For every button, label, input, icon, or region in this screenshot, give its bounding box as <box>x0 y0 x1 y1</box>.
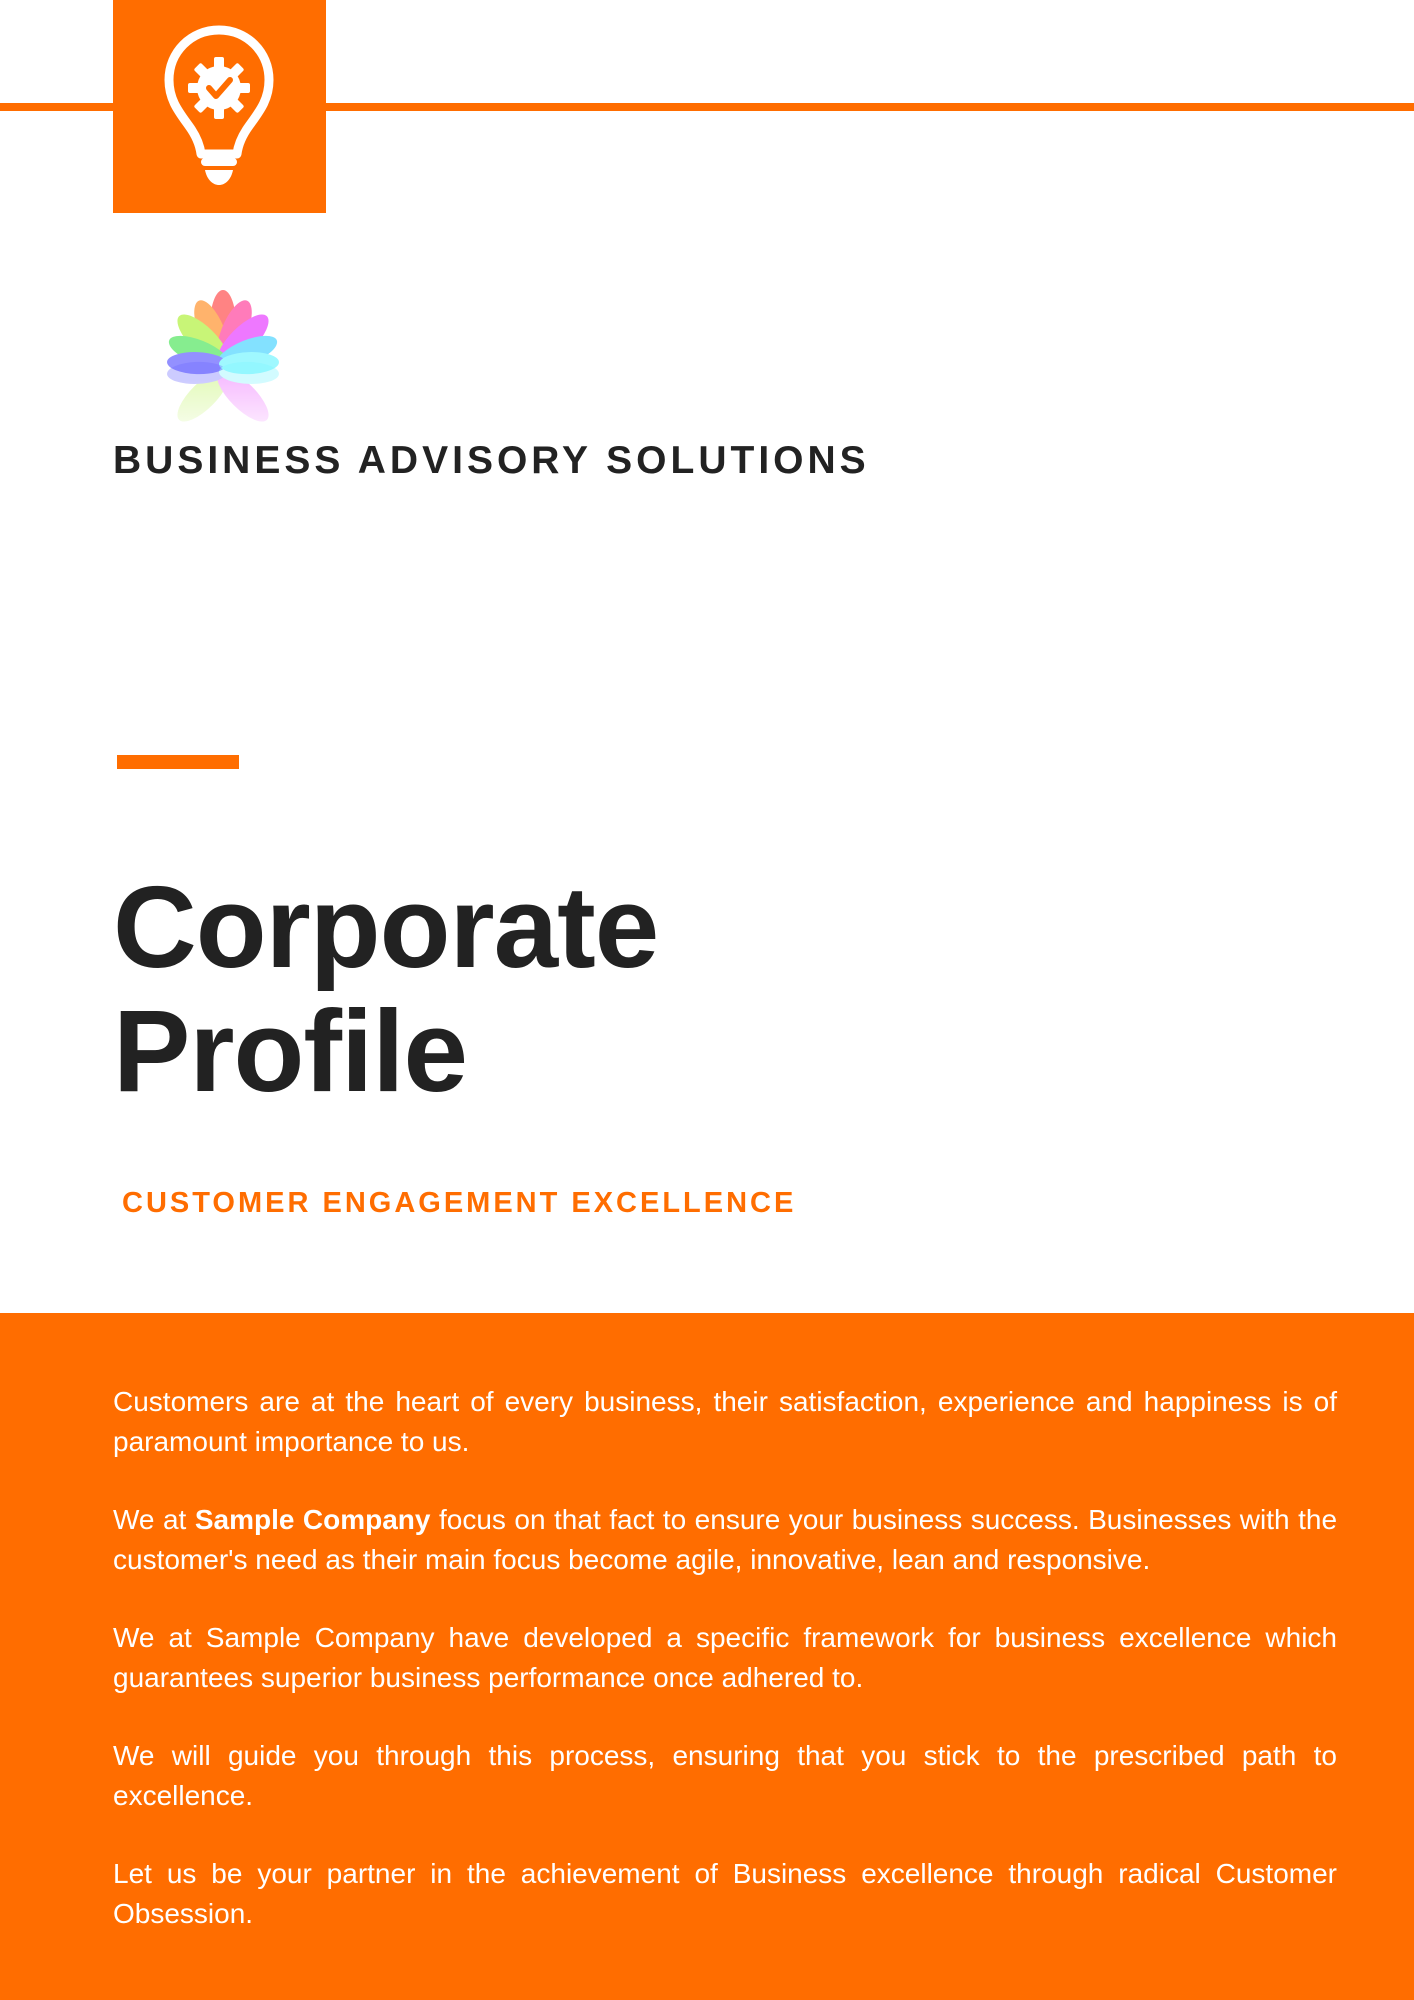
paragraph-3: We at Sample Company have developed a specific framework for business excellence which guarantees superior business performance once adhered to. <box>113 1622 1337 1693</box>
company-highlight: Sample Company <box>194 1504 431 1535</box>
page-title <box>113 862 1013 1116</box>
lightbulb-gear-icon <box>113 0 326 213</box>
tagline: CUSTOMER ENGAGEMENT EXCELLENCE <box>122 1187 797 1219</box>
title-line-2: Profile <box>113 986 467 1116</box>
paragraph-2 <box>113 1500 1337 1580</box>
title-line-1: Corporate <box>113 862 659 992</box>
paragraph-4: We will guide you through this process, ensuring that you stick to the prescribed path to excellence. <box>113 1740 1337 1811</box>
paragraph-1: Customers are at the heart of every business, their satisfaction, experience and happiness is of paramount importance to us. <box>113 1386 1337 1457</box>
header-icon-box <box>113 0 326 213</box>
lotus-logo <box>138 280 308 450</box>
accent-bar <box>117 755 239 769</box>
company-name: BUSINESS ADVISORY SOLUTIONS <box>113 439 870 482</box>
paragraph-5: Let us be your partner in the achievement of Business excellence through radical Customer Obsession. <box>113 1858 1337 1929</box>
intro-text <box>113 1382 1337 1972</box>
paragraph-2-end: focus on that fact to ensure your business success. Businesses with the customer's need as their main focus become agile, innovative, lean and responsive. <box>113 1504 1338 1575</box>
paragraph-2-start: We at <box>113 1504 195 1535</box>
